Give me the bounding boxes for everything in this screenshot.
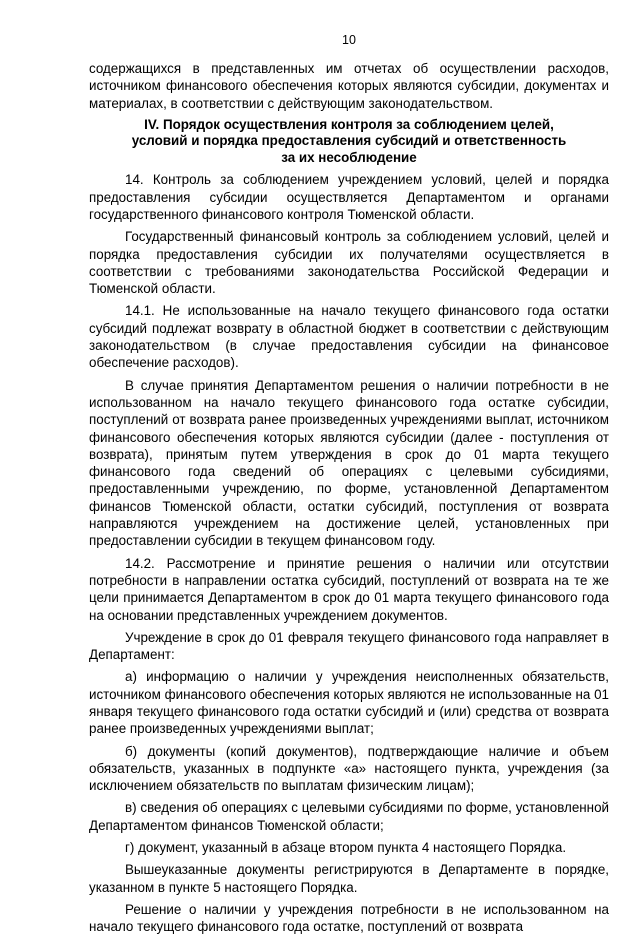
paragraph-registration: Вышеуказанные документы регистрируются в Департаменте в порядке, указанном в пункте 5 настоящего Порядка. [89,862,609,895]
paragraph-14: 14. Контроль за соблюдением учреждением условий, целей и порядка предоставления субсидии осуществляется Департаментом и органами государственного финансового контроля Тюменской области. [89,172,609,222]
paragraph-decision-continued: Решение о наличии у учреждения потребности в не использованном на начало текущего финансового года остатке, поступлений от возврата [89,901,609,935]
list-item-g: г) документ, указанный в абзаце втором пункта 4 настоящего Порядка. [125,840,567,856]
page-number: 10 [342,33,356,47]
section-heading-line: за их несоблюдение [281,149,417,165]
paragraph-14-2: 14.2. Рассмотрение и принятие решения о наличии или отсутствии потребности в направлении остатка субсидий, поступлений от возврата на те же цели принимается Департаментом в срок до 01 марта текущего финансового года на основании представленных учреждением документов. [89,555,609,623]
paragraph-institution-sends: Учреждение в срок до 01 февраля текущего финансового года направляет в Департамент: [89,629,609,663]
section-heading-line: условий и порядка предоставления субсидий и ответственность [131,133,567,149]
paragraph-continued: содержащихся в представленных им отчетах об осуществлении расходов, источником финансового обеспечения которых являются субсидии, документах и материалах, в соответствии с действующим законодательством. [89,61,609,111]
paragraph-decision: В случае принятия Департаментом решения о наличии потребности в не использованном на начало текущего финансового года остатке субсидии, поступлений от возврата ранее произведенных учреждениями выплат, источником финансового обеспечения которых являются субсидии (далее - поступления от возврата), принятым путем утверждения в срок до 01 марта текущего финансового года сведений об операциях с целевыми субсидиями, предоставленными учреждению, по форме, установленной Департаментом финансов Тюменской области, остатки субсидий, поступления от возврата направляются учреждением на достижение целей, установленных при предоставлении субсидии в текущем финансовом году. [89,377,609,549]
section-heading-line: IV. Порядок осуществления контроля за соблюдением целей, [144,116,554,132]
paragraph-state-control: Государственный финансовый контроль за соблюдением условий, целей и порядка предоставления субсидии их получателями осуществляется в соответствии с требованиями законодательства Российской Федерации и Тюменской области. [89,229,609,297]
document-body [89,60,609,941]
section-heading [89,117,609,167]
list-item-b: б) документы (копий документов), подтверждающие наличие и объем обязательств, указанных в подпункте «а» настоящего пункта, учреждения (за исключением обязательств по выплатам физическим лицам); [89,743,609,794]
paragraph-14-1: 14.1. Не использованные на начало текущего финансового года остатки субсидий подлежат возврату в областной бюджет в соответствии с действующим законодательством (в случае предоставления субсидии на финансовое обеспечение расходов). [89,303,609,371]
list-item-a: а) информацию о наличии у учреждения неисполненных обязательств, источником финансового обеспечения которых являются не использованные на 01 января текущего финансового года остатки субсидий и (или) средства от возврата ранее произведенных учреждениями выплат; [89,669,609,737]
list-item-v: в) сведения об операциях с целевыми субсидиями по форме, установленной Департаментом финансов Тюменской области; [89,800,609,833]
